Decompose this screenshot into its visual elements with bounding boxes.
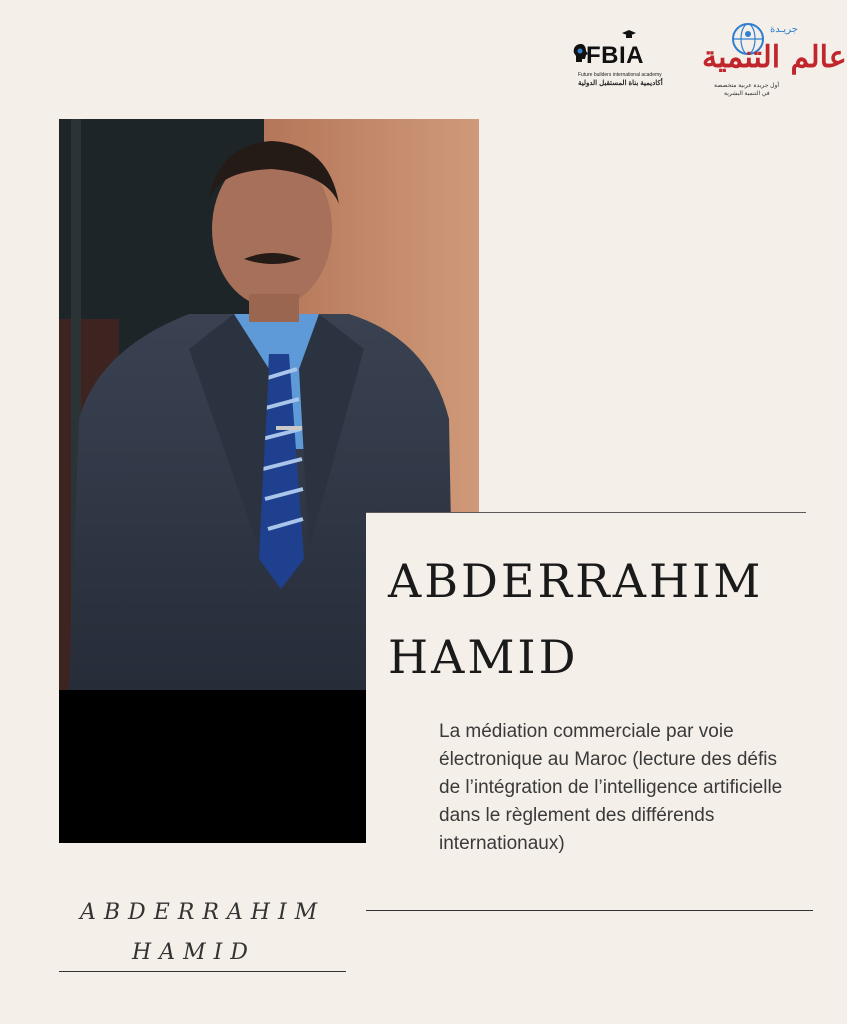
newspaper-name: عالم التنمية	[702, 40, 847, 75]
header-logos	[0, 22, 847, 112]
black-block	[59, 690, 366, 843]
name-first: ABDERRAHIM	[388, 554, 764, 608]
newspaper-tagline-2: في التنمية البشرية	[724, 91, 770, 97]
article-title: La médiation commerciale par voie électronique au Maroc (lecture des défis de l’intégration de l’intelligence artificielle dans le règlement des différends internationaux)	[439, 721, 783, 854]
graduation-cap-icon	[622, 30, 636, 40]
fbia-subtitle-en: Future builders international academy	[578, 72, 662, 78]
newspaper-tagline-1: أول جريدة عربية متخصصة	[714, 83, 780, 89]
bottom-divider-right	[366, 910, 813, 911]
name-last: HAMID	[388, 630, 579, 684]
newspaper-logo	[694, 22, 847, 102]
signature-line-1: ABDERRAHIM	[80, 900, 326, 925]
top-divider	[366, 512, 806, 513]
newspaper-label: جريـدة	[770, 24, 798, 35]
fbia-wordmark: FBIA	[586, 42, 644, 69]
fbia-subtitle-ar: أكاديمية بناة المستقبل الدولية	[578, 80, 663, 87]
fbia-logo	[572, 30, 663, 90]
signature-line-2: HAMID	[132, 940, 256, 965]
signature-underline	[59, 971, 346, 972]
